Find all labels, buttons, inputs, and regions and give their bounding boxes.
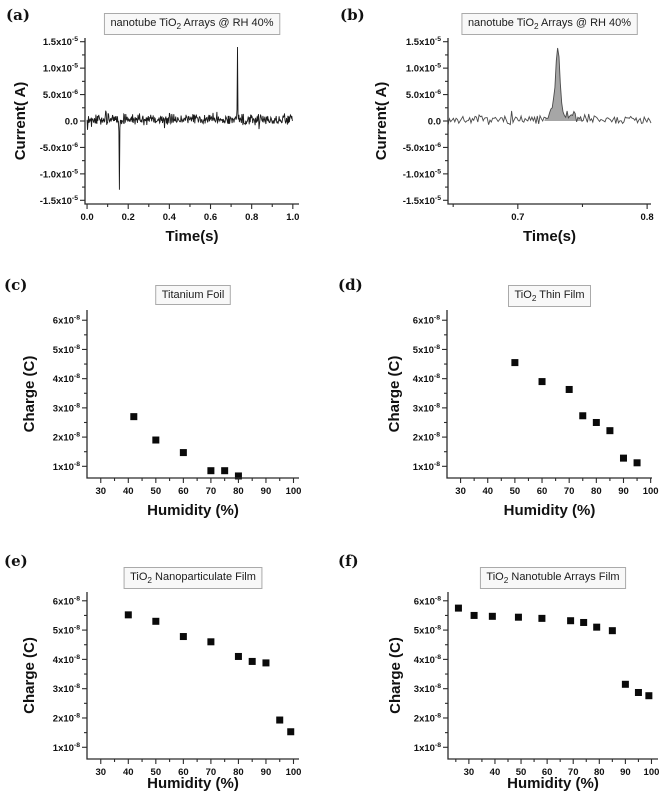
y-tick-label: $1x10^{-8}$ xyxy=(52,460,80,473)
panel-f-plot xyxy=(336,548,666,801)
x-tick-label: 90 xyxy=(260,767,272,778)
x-tick-label: 60 xyxy=(541,767,553,778)
x-tick-label: 100 xyxy=(285,767,302,778)
panel-b xyxy=(338,2,663,254)
y-tick-label: $5x10^{-8}$ xyxy=(412,343,440,356)
y-axis-label: Current( A) xyxy=(373,81,390,161)
x-tick-label: 40 xyxy=(482,486,494,497)
data-point xyxy=(125,611,132,618)
panel-c xyxy=(2,272,332,528)
data-point xyxy=(579,412,586,419)
x-tick-label: 70 xyxy=(205,486,217,497)
plot-group-d xyxy=(386,286,659,520)
x-tick-label: 100 xyxy=(643,767,660,778)
data-point xyxy=(207,467,214,474)
data-point xyxy=(566,386,573,393)
data-point xyxy=(606,427,613,434)
data-point xyxy=(538,615,545,622)
y-tick-label: $1x10^{-8}$ xyxy=(52,741,80,754)
data-point xyxy=(221,467,228,474)
panel-b-corner-label: (b) xyxy=(340,6,365,24)
y-tick-label: $2x10^{-8}$ xyxy=(52,712,80,725)
tick-marks xyxy=(82,320,293,483)
data-point xyxy=(276,717,283,724)
data-points xyxy=(511,359,640,466)
x-tick-label: 0.2 xyxy=(121,212,135,223)
x-axis-label: Humidity (%) xyxy=(147,502,239,519)
y-tick-label: $3x10^{-8}$ xyxy=(412,402,440,415)
current-trace xyxy=(87,47,293,190)
y-tick-label: $5x10^{-8}$ xyxy=(413,624,441,637)
x-tick-label: 0.4 xyxy=(162,212,176,223)
x-tick-label: 40 xyxy=(123,767,134,778)
y-tick-label: $6x10^{-8}$ xyxy=(52,314,80,327)
x-tick-label: 40 xyxy=(489,767,501,778)
y-axis-label: Charge (C) xyxy=(21,637,38,714)
data-point xyxy=(539,378,546,385)
y-tick-label: $6x10^{-8}$ xyxy=(52,595,80,608)
x-axis-label: Humidity (%) xyxy=(147,775,239,792)
panel-title: nanotube TiO$_2$ Arrays @ RH 40% xyxy=(110,17,274,31)
data-point xyxy=(180,633,187,640)
tick-marks xyxy=(82,601,293,764)
data-points xyxy=(130,413,242,479)
x-tick-label: 60 xyxy=(536,486,548,497)
y-tick-label: $2x10^{-8}$ xyxy=(412,431,440,444)
x-axis-label: Humidity (%) xyxy=(503,502,596,519)
x-tick-label: 1.0 xyxy=(286,212,300,223)
x-tick-label: 100 xyxy=(642,486,659,497)
y-tick-label: $-5.0x10^{-6}$ xyxy=(39,141,78,154)
x-tick-label: 90 xyxy=(260,486,272,497)
data-point xyxy=(262,659,269,666)
x-tick-label: 80 xyxy=(591,486,602,497)
y-tick-label: $2x10^{-8}$ xyxy=(52,431,80,444)
data-point xyxy=(580,619,587,626)
x-tick-label: 60 xyxy=(178,486,189,497)
panel-title: TiO$_2$ Thin Film xyxy=(514,289,585,303)
tick-marks xyxy=(443,42,647,209)
panel-e-plot xyxy=(2,548,332,801)
y-tick-label: $-1.0x10^{-5}$ xyxy=(39,168,78,181)
x-tick-label: 40 xyxy=(123,486,134,497)
y-tick-label: $1.0x10^{-5}$ xyxy=(405,62,441,75)
y-tick-label: $5x10^{-8}$ xyxy=(52,624,80,637)
y-tick-label: $4x10^{-8}$ xyxy=(52,653,80,666)
y-tick-label: $1.0x10^{-5}$ xyxy=(42,62,78,75)
axes xyxy=(448,592,658,759)
x-tick-label: 90 xyxy=(618,486,629,497)
plot-group-b xyxy=(373,14,654,246)
y-axis-label: Charge (C) xyxy=(387,637,404,714)
y-tick-label: 0.0 xyxy=(64,116,78,128)
data-point xyxy=(634,459,641,466)
data-point xyxy=(511,359,518,366)
x-tick-label: 70 xyxy=(205,767,217,778)
data-point xyxy=(235,653,242,660)
data-point xyxy=(567,617,574,624)
y-tick-label: $6x10^{-8}$ xyxy=(413,595,441,608)
x-tick-label: 50 xyxy=(509,486,521,497)
x-axis-label: Time(s) xyxy=(165,228,219,245)
data-point xyxy=(515,614,522,621)
panel-a-corner-label: (a) xyxy=(6,6,30,24)
data-point xyxy=(180,449,187,456)
current-trace xyxy=(448,48,651,125)
panel-e xyxy=(2,548,332,801)
x-tick-label: 70 xyxy=(563,486,575,497)
y-tick-label: $-1.0x10^{-5}$ xyxy=(402,168,441,181)
panel-a xyxy=(4,2,329,254)
y-tick-label: $1.5x10^{-5}$ xyxy=(42,36,78,49)
y-axis-label: Charge (C) xyxy=(21,355,38,433)
x-tick-label: 80 xyxy=(233,767,244,778)
data-point xyxy=(287,728,294,735)
data-point xyxy=(471,612,478,619)
y-tick-label: $2x10^{-8}$ xyxy=(413,712,441,725)
panel-f xyxy=(336,548,666,801)
axes xyxy=(447,310,652,478)
panel-c-corner-label: (c) xyxy=(4,276,28,294)
panel-title: Titanium Foil xyxy=(161,289,225,301)
data-point xyxy=(593,624,600,631)
axes xyxy=(87,310,299,478)
x-tick-label: 90 xyxy=(620,767,631,778)
data-point xyxy=(489,613,496,620)
y-tick-label: $4x10^{-8}$ xyxy=(52,373,80,386)
panel-d-corner-label: (d) xyxy=(338,276,363,294)
data-points xyxy=(455,605,652,700)
x-tick-label: 0.7 xyxy=(511,212,525,223)
x-tick-label: 30 xyxy=(95,486,107,497)
y-tick-label: $1.5x10^{-5}$ xyxy=(405,36,441,49)
x-tick-label: 100 xyxy=(285,486,302,497)
y-tick-label: $5.0x10^{-6}$ xyxy=(42,89,78,102)
data-point xyxy=(620,455,627,462)
x-tick-label: 30 xyxy=(95,767,107,778)
y-tick-label: $-1.5x10^{-5}$ xyxy=(402,194,441,207)
panel-title: TiO$_2$ Nanotuble Arrays Film xyxy=(486,571,620,585)
data-point xyxy=(207,638,214,645)
x-tick-label: 80 xyxy=(233,486,244,497)
x-tick-label: 0.8 xyxy=(640,212,654,223)
axes xyxy=(87,592,299,759)
y-tick-label: $3x10^{-8}$ xyxy=(413,683,441,696)
y-tick-label: 0.0 xyxy=(427,116,441,128)
data-point xyxy=(130,413,137,420)
x-axis-label: Time(s) xyxy=(522,228,577,245)
data-point xyxy=(622,681,629,688)
x-tick-label: 0.8 xyxy=(245,212,259,223)
panel-d-plot xyxy=(336,272,666,528)
y-tick-label: $6x10^{-8}$ xyxy=(412,314,440,327)
x-tick-label: 0.0 xyxy=(80,212,94,223)
panel-d xyxy=(336,272,666,528)
y-tick-label: $-5.0x10^{-6}$ xyxy=(402,141,441,154)
panel-f-corner-label: (f) xyxy=(338,552,359,570)
tick-marks xyxy=(442,320,651,483)
y-tick-label: $5x10^{-8}$ xyxy=(52,343,80,356)
x-tick-label: 70 xyxy=(567,767,579,778)
plot-group-f xyxy=(387,568,659,793)
data-points xyxy=(125,611,294,735)
data-point xyxy=(249,658,256,665)
panel-c-plot xyxy=(2,272,332,528)
y-tick-label: $3x10^{-8}$ xyxy=(52,402,80,415)
x-tick-label: 50 xyxy=(515,767,527,778)
x-tick-label: 50 xyxy=(150,767,162,778)
plot-group-e xyxy=(21,568,301,793)
y-tick-label: $4x10^{-8}$ xyxy=(412,373,440,386)
x-tick-label: 30 xyxy=(463,767,475,778)
y-tick-label: $3x10^{-8}$ xyxy=(52,683,80,696)
data-point xyxy=(609,627,616,634)
data-point xyxy=(635,689,642,696)
tick-marks xyxy=(443,601,651,764)
x-tick-label: 30 xyxy=(455,486,466,497)
panel-title: TiO$_2$ Nanoparticulate Film xyxy=(130,571,256,585)
y-axis-label: Current( A) xyxy=(12,81,29,161)
data-point xyxy=(152,437,159,444)
data-point xyxy=(152,618,159,625)
data-point xyxy=(593,419,600,426)
x-tick-label: 0.6 xyxy=(203,212,218,223)
data-point xyxy=(455,605,462,612)
y-axis-label: Charge (C) xyxy=(386,355,403,433)
y-tick-label: $1x10^{-8}$ xyxy=(412,460,440,473)
y-tick-label: $5.0x10^{-6}$ xyxy=(405,89,441,102)
panel-a-plot xyxy=(4,2,329,254)
panel-title: nanotube TiO$_2$ Arrays @ RH 40% xyxy=(467,17,632,31)
x-axis-label: Humidity (%) xyxy=(507,775,599,792)
x-tick-label: 60 xyxy=(178,767,189,778)
x-tick-label: 80 xyxy=(594,767,605,778)
y-tick-label: $-1.5x10^{-5}$ xyxy=(39,194,78,207)
plot-group-c xyxy=(21,286,301,520)
panel-b-plot xyxy=(338,2,663,254)
plot-group-a xyxy=(12,14,299,246)
tick-marks xyxy=(80,42,293,209)
y-tick-label: $1x10^{-8}$ xyxy=(413,741,441,754)
panel-e-corner-label: (e) xyxy=(4,552,28,570)
y-tick-label: $4x10^{-8}$ xyxy=(413,653,441,666)
data-point xyxy=(645,692,652,699)
x-tick-label: 50 xyxy=(150,486,162,497)
